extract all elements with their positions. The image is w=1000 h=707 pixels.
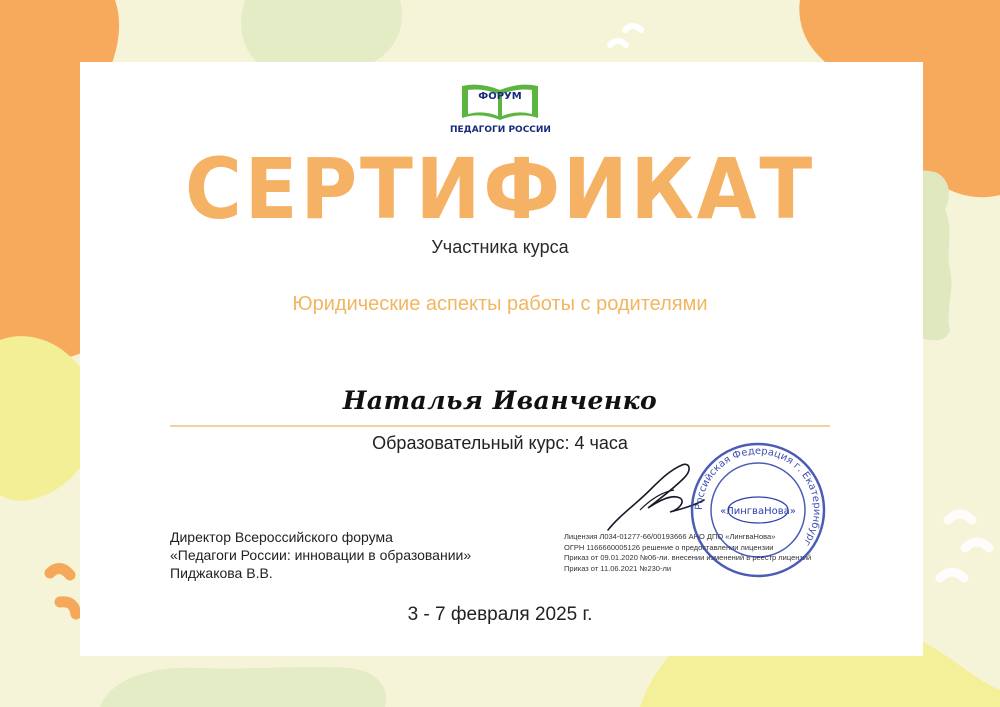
logo-forum-text: ФОРУМ — [478, 91, 522, 102]
stamp-center-text: «ЛингваНова» — [720, 506, 796, 517]
recipient-name: Наталья Иванченко — [342, 386, 658, 415]
license-line: ОГРН 1166660005126 решение о предоставлении лицензии — [564, 542, 774, 552]
name-underline — [170, 425, 830, 427]
stamp-ring-text: Российская Федерация г. Екатеринбург — [693, 445, 823, 548]
director-forum-name: «Педагоги России: инновации в образовании» — [170, 547, 472, 563]
certificate-title — [180, 138, 820, 238]
license-line: Приказ от 09.01.2020 №06-ли. внесении изменений в реестр лицензий — [564, 553, 812, 562]
course-dates: 3 - 7 февраля 2025 г. — [407, 604, 593, 625]
logo-org-text: ПЕДАГОГИ РОССИИ — [450, 125, 551, 135]
course-hours: Образовательный курс: 4 часа — [372, 433, 628, 453]
forum-logo — [450, 82, 550, 140]
organization-stamp — [688, 440, 828, 580]
certificate-subtitle: Участника курса — [431, 237, 569, 257]
director-block — [170, 528, 471, 582]
license-line: Лицензия Л034-01277-66/00193666 АНО ДПО «ЛингваНова» — [564, 532, 776, 541]
director-name: Пиджакова В.В. — [170, 565, 273, 581]
license-line: Приказ от 11.06.2021 №230-ли — [564, 563, 672, 573]
course-title: Юридические аспекты работы с родителями — [292, 293, 708, 315]
certificate-title-text: СЕРТИФИКАТ — [185, 140, 815, 238]
director-title: Директор Всероссийского форума — [170, 529, 393, 545]
